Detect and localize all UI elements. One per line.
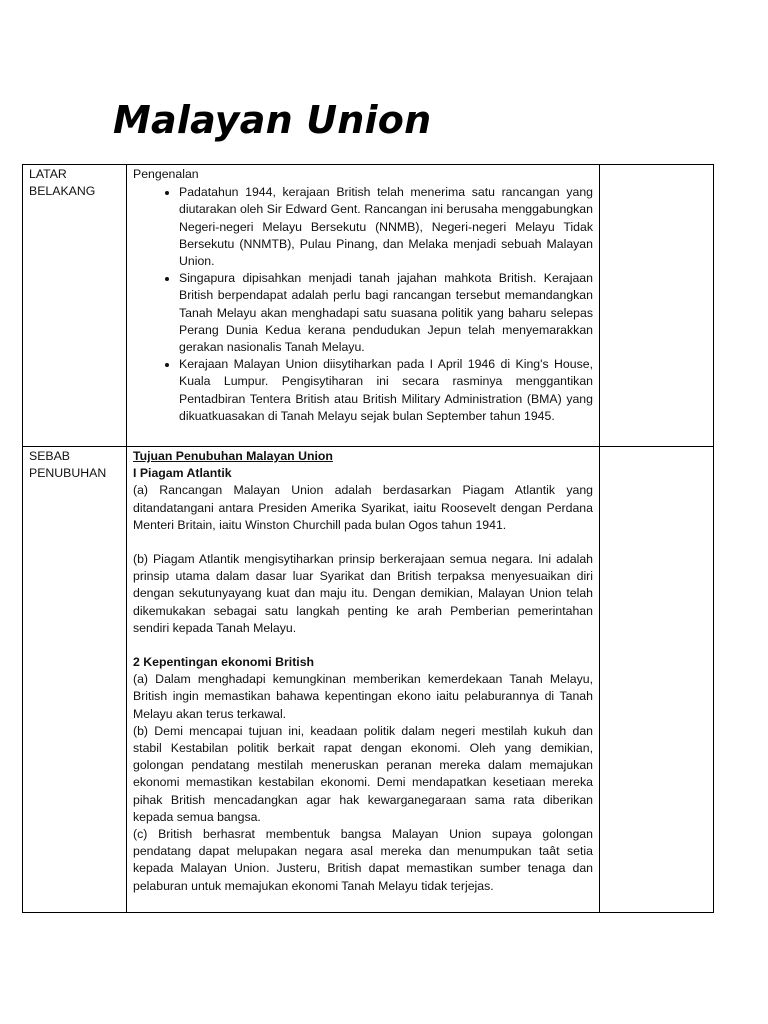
page-title: Malayan Union	[113, 98, 432, 142]
paragraph: (b) Piagam Atlantik mengisytiharkan prinsip berkerajaan semua negara. Ini adalah prinsip utama dalam dasar luar Syarikat dan British terpaksa menyesuaikan diri dengan sekutunyayang kuat dan maju itu. Dengan demikian, Malayan Union telah dikemukakan sebagai satu langkah penting ke arah Pemberian pemerintahan sendiri kepada Tanah Melayu.	[133, 552, 593, 635]
row-label-line: BELAKANG	[29, 184, 96, 199]
row-label-line: LATAR	[29, 167, 67, 181]
empty-notes-cell	[600, 447, 714, 913]
row-label-cell	[23, 165, 127, 447]
table-row-latar-belakang	[23, 165, 714, 447]
row-label-line: PENUBUHAN	[29, 466, 107, 481]
paragraph: (a) Dalam menghadapi kemungkinan memberikan kemerdekaan Tanah Melayu, British ingin memastikan bahawa kepentingan ekono iaitu pelaburannya di Tanah Melayu akan terus terkawal.	[133, 672, 593, 721]
bullet-list	[133, 184, 593, 425]
bullet-item: • Kerajaan Malayan Union diisytiharkan pada I April 1946 di King's House, Kuala Lumpur. Pengisytiharan ini secara rasminya menggantikan Pentadbiran Tentera British atau British Military Administration (BMA) yang dikuatkuasakan di Tanah Melayu sejak bulan September tahun 1945.	[179, 356, 593, 425]
bullet-item: • Singapura dipisahkan menjadi tanah jajahan mahkota British. Kerajaan British berpendapat adalah perlu bagi rancangan tersebut memandangkan Tanah Melayu akan menghadapi satu suasana politik yang baharu selepas Perang Dunia Kedua kerana pendudukan Jepun telah menyemarakkan gerakan nasionalis Tanah Melayu.	[179, 270, 593, 356]
row-content-cell	[127, 447, 600, 913]
paragraph-gap	[133, 637, 593, 654]
empty-notes-cell	[600, 165, 714, 447]
row-label-cell	[23, 447, 127, 913]
section-heading: Tujuan Penubuhan Malayan Union	[133, 449, 333, 463]
subsection-heading: I Piagam Atlantik	[133, 466, 232, 481]
paragraph: (a) Rancangan Malayan Union adalah berdasarkan Piagam Atlantik yang ditandatangani antara Presiden Amerika Syarikat, iaitu Roosevelt dengan Perdana Menteri Britain, iaitu Winston Churchill pada bulan Ogos tahun 1941.	[133, 483, 593, 532]
row-label-line: SEBAB	[29, 449, 71, 463]
table-row-sebab-penubuhan	[23, 447, 714, 913]
bullet-item: • Padatahun 1944, kerajaan British telah menerima satu rancangan yang diutarakan oleh Sir Edward Gent. Rancangan ini berusaha menggabungkan Negeri-negeri Melayu Bersekutu (NNMB), Negeri-negeri Melayu Tidak Bersekutu (NNMTB), Pulau Pinang, dan Melaka menjadi sebuah Malayan Union.	[179, 184, 593, 270]
paragraph: (b) Demi mencapai tujuan ini, keadaan politik dalam negeri mestilah kukuh dan stabil Kestabilan politik berkait rapat dengan ekonomi. Oleh yang demikian, golongan pendatang mestilah meneruskan peranan mereka dalam memajukan ekonomi memastikan kestabilan ekonomi. Demi mendapatkan kesetiaan mereka pihak British mencadangkan agar hak kewarganegaraan sama rata diberikan kepada semua bangsa.	[133, 723, 593, 824]
paragraph-gap	[133, 534, 593, 551]
paragraph: (c) British berhasrat membentuk bangsa Malayan Union supaya golongan pendatang dapat melupakan negara asal mereka dan menumpukan taât setia kepada Malayan Union. Justeru, British dapat memastikan sumber tenaga dan pelaburan untuk memajukan ekonomi Tanah Melayu tidak terjejas.	[133, 827, 593, 893]
content-table	[22, 164, 714, 913]
section-heading: Pengenalan	[133, 167, 199, 181]
subsection-heading: 2 Kepentingan ekonomi British	[133, 655, 315, 670]
row-content-cell	[127, 165, 600, 447]
